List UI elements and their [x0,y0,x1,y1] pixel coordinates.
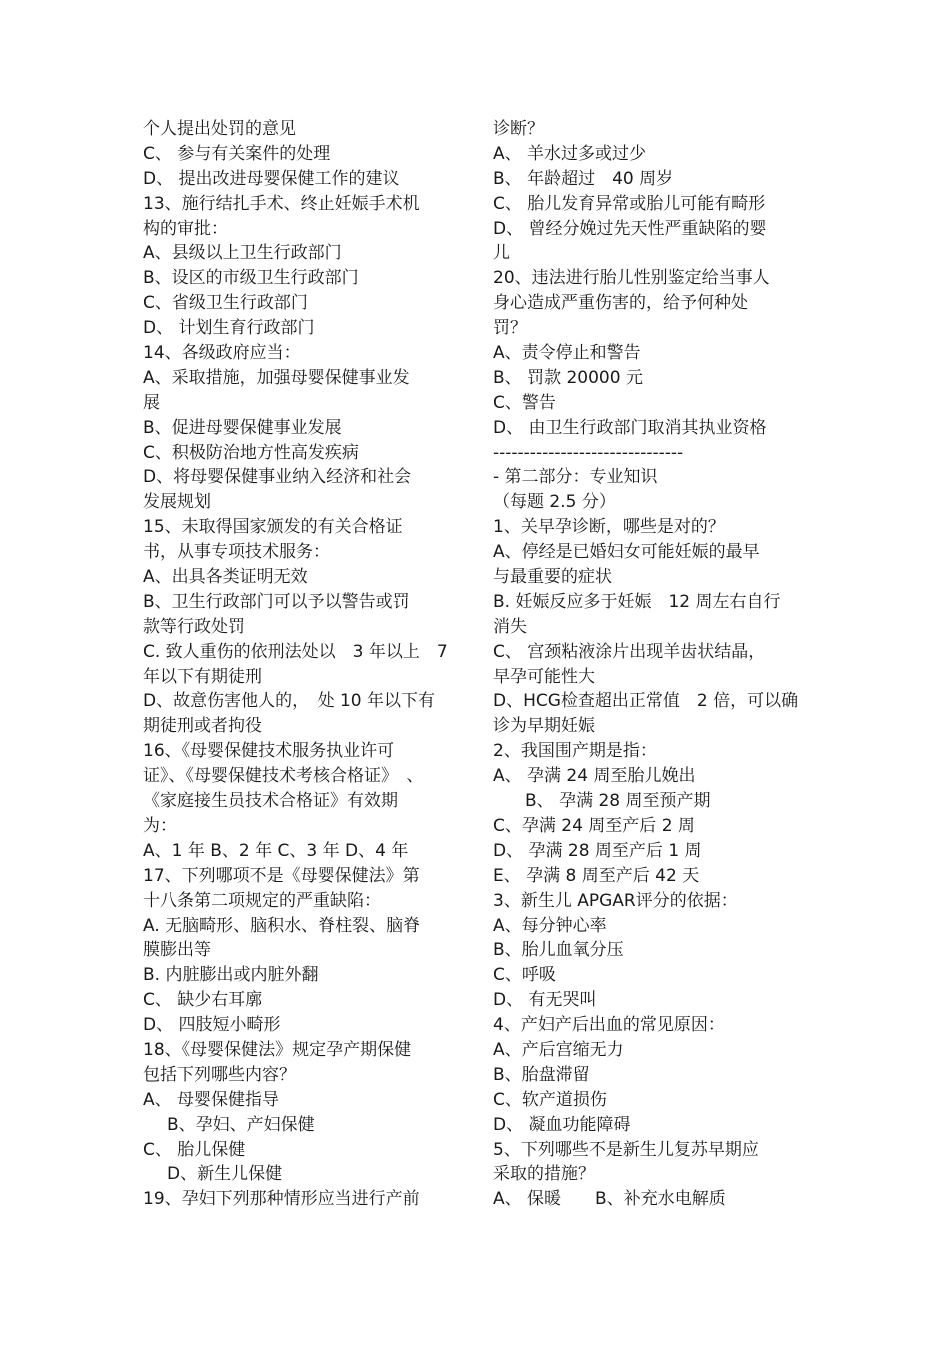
option-line: A、产后宫缩无力 [493,1039,624,1060]
question-15: 15、未取得国家颁发的有关合格证 [143,517,403,538]
question-4: 4、产妇产后出血的常见原因： [493,1015,725,1036]
section-heading: - 第二部分：专业知识 [493,467,658,488]
option-line: A、责令停止和警告 [493,343,641,364]
question-14: 14、各级政府应当： [143,343,301,364]
option-line: A、1 年 B、2 年 C、3 年 D、4 年 [143,840,409,861]
text-line: 早孕可能性大 [493,666,595,687]
left-column [143,117,448,1212]
right-column [493,117,798,1212]
option-line: D、 凝血功能障碍 [493,1114,631,1135]
option-line: C. 致人重伤的依刑法处以 3 年以上 7 [143,641,448,662]
text-line: 书，从事专项技术服务： [143,542,330,563]
option-line: A、 保暖 B、补充水电解质 [493,1189,726,1210]
option-line: C、 缺少右耳廓 [143,990,263,1011]
text-line: 发展规划 [143,492,211,513]
option-line: A、 羊水过多或过少 [493,143,647,164]
text-line: 展 [143,392,160,413]
text-line: 构的审批： [143,218,228,239]
text-line: 包括下列哪些内容？ [143,1064,296,1085]
text-line: 《家庭接生员技术合格证》有效期 [143,791,398,812]
option-line: A、 孕满 24 周至胎儿娩出 [493,766,696,787]
option-line: D、将母婴保健事业纳入经济和社会 [143,467,412,488]
text-line: 款等行政处罚 [143,616,245,637]
option-line: B. 内脏膨出或内脏外翻 [143,965,319,986]
option-line: A、县级以上卫生行政部门 [143,243,342,264]
option-line: D、故意伤害他人的， 处 10 年以下有 [143,691,436,712]
option-line: A、停经是已婚妇女可能妊娠的最早 [493,542,760,563]
option-line: A、 母婴保健指导 [143,1089,280,1110]
text-line: 诊为早期妊娠 [493,716,595,737]
question-1: 1、关早孕诊断，哪些是对的？ [493,517,725,538]
section-scoring: （每题 2.5 分） [493,492,616,513]
option-line: B、 孕满 28 周至预产期 [525,791,711,812]
text-line: 罚？ [493,318,527,339]
option-line: D、新生儿保健 [167,1164,283,1185]
question-3: 3、新生儿 APGAR评分的依据： [493,890,738,911]
divider-line: ------------------------------- [493,442,684,463]
option-line: A、采取措施，加强母婴保健事业发 [143,367,410,388]
option-line: B、 年龄超过 40 周岁 [493,168,674,189]
option-line: B、 罚款 20000 元 [493,367,643,388]
question-20: 20、违法进行胎儿性别鉴定给当事人 [493,268,770,289]
option-line: D、 孕满 28 周至产后 1 周 [493,840,702,861]
question-17: 17、下列哪项不是《母婴保健法》第 [143,865,420,886]
text-line: 膜膨出等 [143,940,211,961]
option-line: C、呼吸 [493,965,556,986]
question-5: 5、下列哪些不是新生儿复苏早期应 [493,1139,759,1160]
question-19: 19、孕妇下列那种情形应当进行产前 [143,1189,420,1210]
option-line: C、 胎儿发育异常或胎儿可能有畸形 [493,193,766,214]
option-line: D、 曾经分娩过先天性严重缺陷的婴 [493,218,767,239]
option-line: B、设区的市级卫生行政部门 [143,268,359,289]
option-line: B、胎盘滞留 [493,1064,590,1085]
question-16: 16、《母婴保健技术服务执业许可 [143,741,395,762]
option-line: B、孕妇、产妇保健 [167,1114,315,1135]
option-line: C、 胎儿保健 [143,1139,246,1160]
option-line: D、 计划生育行政部门 [143,318,315,339]
text-line: D、 提出改进母婴保健工作的建议 [143,168,400,189]
option-line: A、每分钟心率 [493,915,607,936]
question-18: 18、《母婴保健法》规定孕产期保健 [143,1039,412,1060]
option-line: C、警告 [493,392,556,413]
text-line: 期徒刑或者拘役 [143,716,262,737]
option-line: C、 宫颈粘液涂片出现羊齿状结晶， [493,641,766,662]
text-line: C、 参与有关案件的处理 [143,143,331,164]
question-2: 2、我国围产期是指： [493,741,657,762]
option-line: C、软产道损伤 [493,1089,607,1110]
text-line: 儿 [493,243,510,264]
option-line: E、 孕满 8 周至产后 42 天 [493,865,700,886]
option-line: C、省级卫生行政部门 [143,293,308,314]
text-line: 证》、《母婴保健技术考核合格证》 、 [143,766,424,787]
text-line: 消失 [493,616,527,637]
option-line: C、积极防治地方性高发疾病 [143,442,359,463]
option-line: D、 有无哭叫 [493,990,597,1011]
option-line: D、 四肢短小畸形 [143,1015,281,1036]
text-line: 年以下有期徒刑 [143,666,262,687]
text-line: 与最重要的症状 [493,567,612,588]
option-line: D、HCG检查超出正常值 2 倍，可以确 [493,691,799,712]
option-line: D、 由卫生行政部门取消其执业资格 [493,417,767,438]
option-line: C、孕满 24 周至产后 2 周 [493,815,695,836]
option-line: B、卫生行政部门可以予以警告或罚 [143,591,410,612]
text-line: 诊断？ [493,119,544,139]
question-13: 13、施行结扎手术、终止妊娠手术机 [143,193,420,214]
text-line: 身心造成严重伤害的，给予何种处 [493,293,748,314]
option-line: B、胎儿血氧分压 [493,940,624,961]
option-line: A. 无脑畸形、脑积水、脊柱裂、脑脊 [143,915,421,936]
text-line: 为： [143,815,177,836]
option-line: A、出具各类证明无效 [143,567,308,588]
text-line: 十八条第二项规定的严重缺陷： [143,890,381,911]
option-line: B、促进母婴保健事业发展 [143,417,342,438]
text-line: 个人提出处罚的意见 [143,119,296,139]
text-line: 采取的措施？ [493,1164,595,1185]
option-line: B. 妊娠反应多于妊娠 12 周左右自行 [493,591,781,612]
